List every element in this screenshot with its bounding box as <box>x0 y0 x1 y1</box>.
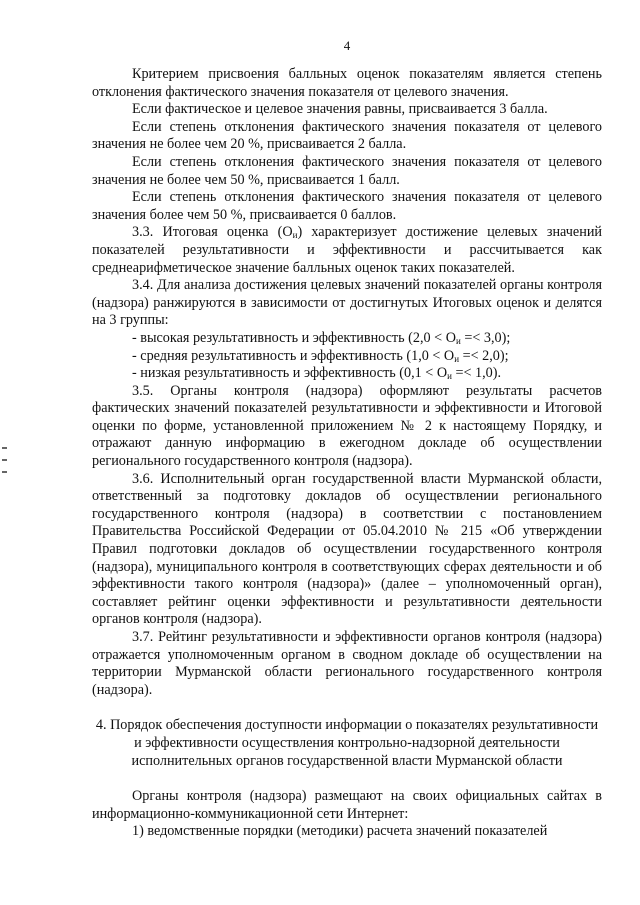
scan-artifact <box>2 459 7 461</box>
text-segment: 3.3. Итоговая оценка (О <box>132 224 293 241</box>
text-segment: =< 2,0); <box>459 347 509 364</box>
subscript: и <box>292 230 298 241</box>
subscript: и <box>455 335 461 346</box>
subscript: и <box>447 371 452 382</box>
text-segment: =< 3,0); <box>460 329 511 346</box>
list-item-high <box>92 330 602 348</box>
text-segment: - высокая результативность и эффективность (2,0 < О <box>132 329 456 346</box>
paragraph-0-points: Если степень отклонения фактического значения показателя от целевого значения более чем 50 %, присваивается 0 баллов. <box>92 189 602 223</box>
paragraph-3-points: Если фактическое и целевое значения равны, присваивается 3 балла. <box>132 101 548 118</box>
paragraph-2-points: Если степень отклонения фактического значения показателя от целевого значения не более чем 20 %, присваивается 2 балла. <box>92 118 602 153</box>
paragraph-item-1: 1) ведомственные порядки (методики) расчета значений показателей <box>132 823 548 840</box>
subscript: и <box>454 353 460 364</box>
paragraph-3-7: 3.7. Рейтинг результативности и эффективности органов контроля (надзора) отражается уполномоченным органом в сводном докладе об осуществлении на территории Мурманской области регионального государственного контроля (надзора). <box>92 629 602 698</box>
list-item-medium <box>92 348 602 366</box>
paragraph-criteria: Критерием присвоения балльных оценок показателям является степень отклонения фактического значения показателя от целевого значения. <box>92 66 602 100</box>
section-heading-4: 4. Порядок обеспечения доступности информации о показателях результативности и эффективности осуществления контрольно-надзорной деятельности исполнительных органов государственной власти Мурманской области <box>95 717 599 769</box>
paragraph-3-4: 3.4. Для анализа достижения целевых значений показателей органы контроля (надзора) ранжируются в зависимости от достигнутых Итоговых оценок и делятся на 3 группы: <box>92 277 602 329</box>
scan-artifact <box>2 471 7 473</box>
text-segment: - средняя результативность и эффективность (1,0 < О <box>132 347 455 364</box>
list-item-low <box>92 365 602 383</box>
page-number: 4 <box>343 38 351 53</box>
paragraph-3-5: 3.5. Органы контроля (надзора) оформляют результаты расчетов фактических значений показателей результативности и эффективности и Итоговой оценки по форме, установленной приложением № 2 к настоящему Порядку, и отражают данную информацию в ежегодном докладе об осуществлении регионального государственного контроля (надзора). <box>92 382 602 470</box>
paragraph-3-6: 3.6. Исполнительный орган государственной власти Мурманской области, ответственный за подготовку докладов об осуществлении регионального государственного контроля (надзора) в соответствии с постановлением Правительства Российской Федерации от 05.04.2010 № 215 «Об утверждении Правил подготовки докладов об осуществлении государственного контроля (надзора), муниципального контроля в соответствующих сферах деятельности и об эффективности такого контроля (надзора)» (далее – уполномоченный орган), составляет рейтинг оценки эффективности и результативности деятельности органов контроля (надзора). <box>92 470 602 628</box>
text-segment: =< 1,0). <box>451 365 502 382</box>
text-segment: - низкая результативность и эффективность (0,1 < О <box>132 365 448 382</box>
paragraph-3-3 <box>92 224 602 277</box>
text-segment: ) характеризует достижение целевых значений показателей результативности и эффективности и рассчитывается как среднеарифметическое значение балльных оценок таких показателей. <box>92 224 602 276</box>
paragraph-sites: Органы контроля (надзора) размещают на своих официальных сайтах в информационно-коммуникационной сети Интернет: <box>92 788 602 822</box>
document-body <box>92 66 602 841</box>
paragraph-1-point: Если степень отклонения фактического значения показателя от целевого значения не более чем 50 %, присваивается 1 балл. <box>92 153 602 188</box>
scan-artifact <box>2 447 7 449</box>
